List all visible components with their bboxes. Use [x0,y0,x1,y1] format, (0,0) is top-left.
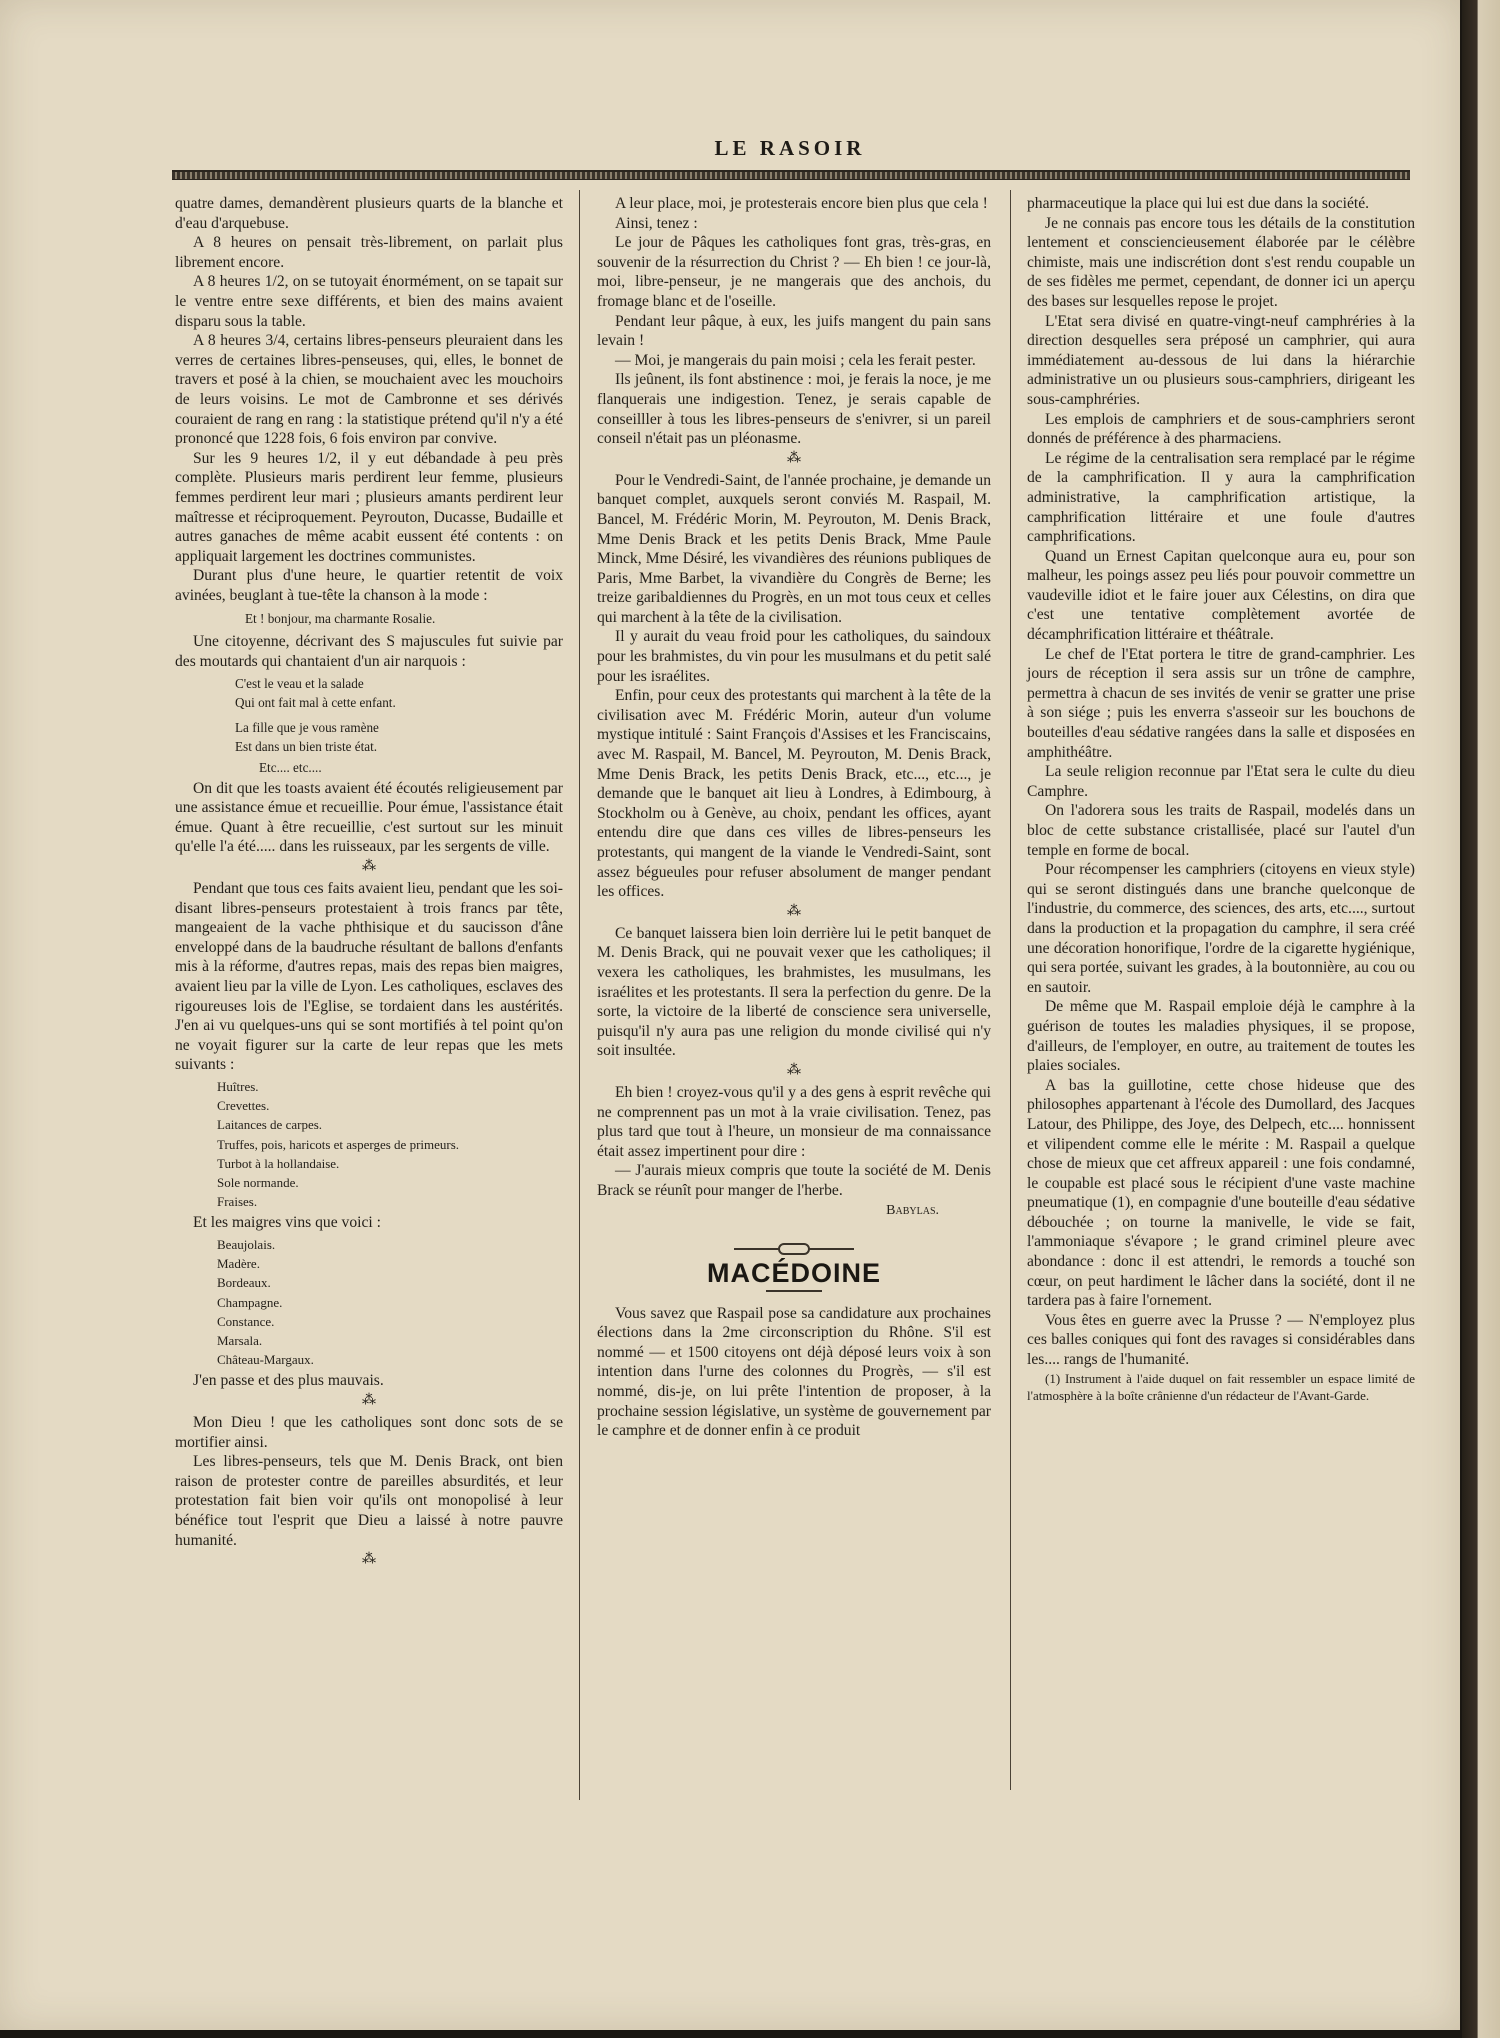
paragraph: On l'adorera sous les traits de Raspail, modelés dans un bloc de cette substance cristallisée, placé sur l'autel d'un temple en forme de bocal. [1027,802,1415,859]
paragraph: Eh bien ! croyez-vous qu'il y a des gens à esprit revêche qui ne comprennent pas un mot à la vraie civilisation. Tenez, pas plus tard que tout à l'heure, un monsieur de ma connaissance était assez impertinent pour dire : [597,1083,991,1160]
paragraph: A bas la guillotine, cette chose hideuse que des philosophes appartenant à l'école des Dumollard, des Jacques Latour, des Philippe, des Joye, des Delpech, etc.... honnissent et vilipendent comme elle le mérite : M. Raspail a quelque chose de mieux que cet affreux appareil : une fois condamné, le coupable est placé sous le récipient d'une vaste machine pneumatique (1), en compagnie d'une bouteille d'eau sédative débouchée ; on tourne la manivelle, le vide se fait, l'ammoniaque s'évapore ; le grand criminel pleure avec abondance : donc il est attendri, le remords a touché son cœur, on peut hardiment le lâcher dans la société, dont il ne tardera pas à faire l'ornement. [1027,1076,1415,1310]
paragraph: Vous êtes en guerre avec la Prusse ? — N'employez plus ces balles coniques qui font des ravages si considérables dans les.... rangs de l'humanité. [1027,1311,1415,1369]
column-3 [1027,194,1415,1404]
ornament-divider [734,1242,854,1256]
food-menu-list [175,1077,563,1211]
asterism-separator: ⁂ [787,450,801,466]
list-item: Constance. [217,1313,275,1329]
paragraph: Le jour de Pâques les catholiques font gras, très-gras, en souvenir de la résurrection du Christ ? — Eh bien ! ce jour-là, moi, libre-penseur, je ne mangerais que des anchois, du fromage blanc et de l'oseille. [597,234,991,310]
paragraph: Enfin, pour ceux des protestants qui marchent à la tête de la civilisation avec M. Frédéric Morin, auteur d'un volume mystique intitulé : Saint François d'Assises et les Franciscains, avec M. Raspail, M. Bancel, M. Peyrouton, M. Denis Brack, Mme Denis Brack, les petits Denis Brack, etc..., etc..., je demande que le banquet ait lieu à Londres, à Edimbourg, à Stockholm ou à Genève, au choix, pendant les offices, ayant entendu dire que dans ces villes de libres-penseurs les protestants, qui mangent de la viande le Vendredi-Saint, sont assez bégueules pour refuser absolument de manger pendant les offices. [597,687,991,901]
asterism-separator: ⁂ [362,1552,376,1568]
masthead-rule [172,170,1410,180]
song-line: Est dans un bien triste état. [235,738,378,754]
paragraph: Il y aurait du veau froid pour les catholiques, du saindoux pour les brahmistes, du vin pour les musulmans et du petit salé pour les israélites. [597,628,991,685]
list-item: Madère. [217,1256,260,1272]
paragraph: quatre dames, demandèrent plusieurs quarts de la blanche et d'eau d'arquebuse. [175,195,563,232]
column-divider-2 [1010,190,1011,1790]
list-item: Champagne. [217,1294,283,1310]
paragraph: A 8 heures 1/2, on se tutoyait énormément, on se tapait sur le ventre entre sexe différents, et bien des mains avaient disparu sous la table. [175,273,563,330]
list-item: Château-Margaux. [217,1352,314,1368]
song-verse [175,674,563,756]
paragraph: La seule religion reconnue par l'Etat sera le culte du dieu Camphre. [1027,763,1415,800]
song-line: C'est le veau et la salade [235,675,364,691]
paragraph: Sur les 9 heures 1/2, il y eut débandade à peu près complète. Plusieurs maris perdirent leur femme, plusieurs femmes perdirent leur mari ; plusieurs amants perdirent leur maîtresse et réciproquement. Peyrouton, Ducasse, Budaille et autres ganaches de même acabit eussent été contents : on appliquait largement les doctrines communistes. [175,449,563,565]
asterism-separator: ⁂ [787,903,801,919]
masthead-title: LE RASOIR [714,136,866,160]
paragraph: Quand un Ernest Capitan quelconque aura eu, pour son malheur, les poings assez peu liés pour pouvoir commettre un vaudeville idiot et le faire jouer aux Célestins, on dira que c'est une tentative complètement avortée de décamphrification littéraire et théâtrale. [1027,547,1415,644]
paragraph: Le chef de l'Etat portera le titre de grand-camphrier. Les jours de réception il sera assis sur un trône de camphre, permettra à chacun de ses invités de venir se gratter une prise à son siége ; puis les enverra s'asseoir sur les bouchons de bouteilles d'eau sédative rangées dans la salle et disposées en amphithéâtre. [1027,645,1415,761]
paragraph: A 8 heures on pensait très-librement, on parlait plus librement encore. [175,234,563,271]
paragraph: Une citoyenne, décrivant des S majuscules fut suivie par des moutards qui chantaient d'un air narquois : [175,633,563,671]
paragraph: Ce banquet laissera bien loin derrière lui le petit banquet de M. Denis Brack, qui ne pouvait vexer que les catholiques; il vexera les catholiques, les brahmistes, les musulmans, les israélites et les protestants. Il sera la perfection du genre. De la sorte, la victoire de la liberté de conscience sera universelle, puisqu'il n'y aura pas une religion du monde civilisé qui n'y soit insultée. [597,924,991,1060]
paragraph: Les emplois de camphriers et de sous-camphriers seront donnés de préférence à des pharmaciens. [1027,410,1415,448]
list-item: Laitances de carpes. [217,1117,323,1133]
paragraph: — J'aurais mieux compris que toute la société de M. Denis Brack se réunît pour manger de l'herbe. [597,1162,991,1199]
article-signature: Babylas. [886,1202,939,1218]
paragraph: Pendant que tous ces faits avaient lieu, pendant que les soi-disant libres-penseurs protestaient à trois francs par tête, mangeaient de la vache phthisique et du saucisson d'âne enveloppé dans de la baudruche résultant de ballons d'enfants mis à la réforme, d'autres repas, mais des repas bien maigres, avaient lieu par la ville de Lyon. Les catholiques, esclaves des rigoureuses lois de l'Eglise, se tordaient dans les austérités. J'en ai vu quelques-uns qui se sont mortifiés à tel point qu'on ne voyait figurer sur la carte de leur repas que les mets suivants : [175,880,563,1074]
paragraph: Et les maigres vins que voici : [193,1214,381,1232]
song-line: Qui ont fait mal à cette enfant. [235,694,396,710]
heading-rule [766,1290,822,1292]
paragraph: A leur place, moi, je protesterais encore bien plus que cela ! [615,195,988,212]
paragraph: Mon Dieu ! que les catholiques sont donc sots de se mortifier ainsi. [175,1414,563,1451]
wine-list [175,1235,563,1369]
paragraph: Ainsi, tenez : [615,214,698,232]
list-item: Fraises. [217,1194,258,1210]
list-item: Huîtres. [217,1078,259,1094]
section-heading: MACÉDOINE [706,1258,881,1289]
list-item: Turbot à la hollandaise. [217,1155,340,1171]
paragraph: L'Etat sera divisé en quatre-vingt-neuf camphréries à la direction desquelles sera préposé un camphrier, qui aura immédiatement au-dessous de lui dans la hiérarchie administrative un ou plusieurs sous-camphriers, dirigeant les sous-camphréries. [1027,312,1415,408]
paragraph: Pendant leur pâque, à eux, les juifs mangent du pain sans levain ! [597,312,991,350]
paragraph: Ils jeûnent, ils font abstinence : moi, je ferais la noce, je me flanquerais une indigestion. Tenez, je serais capable de conseilller à tous les libres-penseurs de s'enivrer, si un pareil conseil n'était pas un pléonasme. [597,371,991,448]
paragraph: Le régime de la centralisation sera remplacé par le régime de la camphrification. Il y aura la camphrification administrative, la camphrification artistique, la camphrification littéraire et une foule d'autres camphrifications. [1027,449,1415,546]
column-2 [597,194,991,1441]
list-item: Truffes, pois, haricots et asperges de primeurs. [217,1136,460,1152]
asterism-separator: ⁂ [362,859,376,875]
column-1 [175,194,563,1572]
paragraph: pharmaceutique la place qui lui est due dans la société. [1027,195,1370,212]
asterism-separator: ⁂ [787,1062,801,1078]
adjacent-page-edge [1462,0,1500,2038]
list-item: Beaujolais. [217,1236,276,1252]
song-line: La fille que je vous ramène [235,719,379,735]
list-item: Bordeaux. [217,1275,271,1291]
paragraph: A 8 heures 3/4, certains libres-penseurs pleuraient dans les verres de certaines libres-penseuses, qui, elles, le bonnet de travers et posé à la chien, se mouchaient avec les mouchoirs de leurs voisins. Le mot de Cambronne et ses dérivés couraient de rang en rang : la statistique prétend qu'il n'y a été prononcé que 1228 fois, 6 fois environ par convive. [175,332,563,448]
paragraph: Pour le Vendredi-Saint, de l'année prochaine, je demande un banquet complet, auxquels seront conviés M. Raspail, M. Bancel, M. Frédéric Morin, M. Peyrouton, M. Denis Brack, Mme Denis Brack et les petits Denis Brack, Mme Paule Minck, Mme Désiré, les vivandières des réunions publiques de Paris, Mme Barbet, la vivandière du Congrès de Berne; les treize garibaldiennes du Progrès, en un mot tous ceux et celles qui marchent à la tête de la civilisation. [597,471,991,626]
paragraph: Les libres-penseurs, tels que M. Denis Brack, ont bien raison de protester contre de pareilles absurdités, et leur protestation fait bien voir qu'ils ont monopolisé à leur bénéfice tout l'esprit que Dieu a laissé à notre pauvre humanité. [175,1453,563,1549]
paragraph: De même que M. Raspail emploie déjà le camphre à la guérison de toutes les maladies physiques, il se propose, d'ailleurs, de l'employer, en outre, au traitement de toutes les plaies sociales. [1027,998,1415,1075]
paragraph: — Moi, je mangerais du pain moisi ; cela les ferait pester. [615,351,976,369]
paragraph: J'en passe et des plus mauvais. [193,1372,384,1390]
paragraph: Pour récompenser les camphriers (citoyens en vieux style) qui se seront distingués dans une branche quelconque de l'industrie, du commerce, des sciences, des arts, etc...., surtout dans la production et la propagation du camphre, il sera créé une décoration honorifique, l'ordre de la cigarette hygiénique, qui sera portée, suivant les grades, à la boutonnière, au cou ou en sautoir. [1027,861,1415,996]
paragraph: Durant plus d'une heure, le quartier retentit de voix avinées, beuglant à tue-tête la chanson à la mode : [175,567,563,604]
list-item: Crevettes. [217,1098,270,1114]
paragraph: Je ne connais pas encore tous les détails de la constitution lentement et consciencieusement élaborée par le célèbre chimiste, mais une indiscrétion dont s'est rendu coupable un de ses fidèles me permet, cependant, de donner ici un aperçu des bases sur lesquelles repose le projet. [1027,214,1415,310]
paragraph: On dit que les toasts avaient été écoutés religieusement par une assistance émue et recueillie. Pour émue, l'assistance était émue. Quant à être recueillie, c'est surtout sur les minuit qu'elle l'a été..... dans les ruisseaux, par les sergents de ville. [175,779,563,856]
song-title: Et ! bonjour, ma charmante Rosalie. [245,611,436,627]
asterism-separator: ⁂ [362,1393,376,1408]
column-divider-1 [579,190,580,1800]
list-item: Marsala. [217,1333,263,1348]
footnote: (1) Instrument à l'aide duquel on fait ressembler un espace limité de l'atmosphère à la boîte crânienne d'un rédacteur de l'Avant-Garde. [1027,1370,1415,1403]
list-item: Sole normande. [217,1174,299,1190]
song-etc: Etc.... etc.... [259,759,322,775]
paragraph: Vous savez que Raspail pose sa candidature aux prochaines élections dans la 2me circonscription du Rhône. S'il est nommé — et 1500 citoyens ont déjà déposé leurs voix à son intention dans l'urne des colonnes du Progrès, — s'il est nommé, dis-je, on lui prête l'intention de proposer, à la prochaine session législative, un système de gouvernement par le camphre et de donner enfin à ce produit [597,1304,991,1440]
